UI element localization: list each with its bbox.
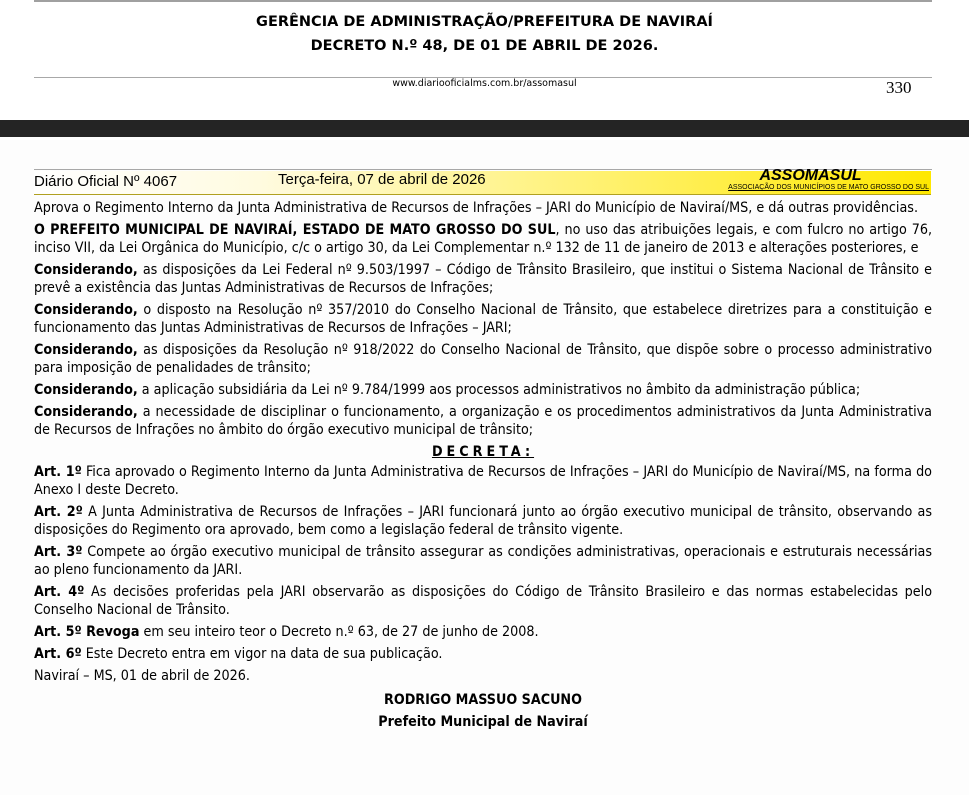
current-page xyxy=(0,137,969,795)
assomasul-logo xyxy=(728,168,929,192)
previous-page xyxy=(0,0,969,120)
considerando-label: Considerando, xyxy=(34,382,138,398)
journal-header xyxy=(34,167,931,195)
article-text: em seu inteiro teor o Decreto n.º 63, de 27 de junho de 2008. xyxy=(139,624,539,640)
preamble xyxy=(34,221,932,257)
considerando-label: Considerando, xyxy=(34,404,138,420)
article-label: Art. 6º xyxy=(34,646,82,662)
preamble-bold: O PREFEITO MUNICIPAL DE NAVIRAÍ, ESTADO DE MATO GROSSO DO SUL xyxy=(34,222,556,238)
article-text: Fica aprovado o Regimento Interno da Junta Administrativa de Recursos de Infrações – JARI do Município de Naviraí/MS, na forma do Anexo I deste Decreto. xyxy=(34,464,932,498)
considerando-text: a necessidade de disciplinar o funcionamento, a organização e os procedimentos administrativos da Junta Administrativa de Recursos de Infrações no âmbito do órgão executivo municipal de trânsito; xyxy=(34,404,932,438)
article xyxy=(34,583,932,619)
article-text: Este Decreto entra em vigor na data de sua publicação. xyxy=(81,646,443,662)
article xyxy=(34,623,932,641)
article-text: Compete ao órgão executivo municipal de trânsito assegurar as condições administrativas, operacionais e estruturais necessárias ao pleno funcionamento da JARI. xyxy=(34,544,932,578)
article xyxy=(34,463,932,499)
article xyxy=(34,543,932,579)
heading-department: GERÊNCIA DE ADMINISTRAÇÃO/PREFEITURA DE NAVIRAÍ xyxy=(256,14,713,30)
decree-body xyxy=(34,199,932,735)
considerando-text: as disposições da Resolução nº 918/2022 do Conselho Nacional de Trânsito, que dispõe sobre o processo administrativo para imposição de penalidades de trânsito; xyxy=(34,342,932,376)
article-bold-keyword: Revoga xyxy=(81,624,140,640)
article-label: Art. 1º xyxy=(34,464,82,480)
heading-decree: DECRETO N.º 48, DE 01 DE ABRIL DE 2026. xyxy=(310,38,659,54)
place-date: Naviraí – MS, 01 de abril de 2026. xyxy=(34,668,250,684)
considerando-label: Considerando, xyxy=(34,342,138,358)
preamble-text: , no uso das atribuições legais, e com fulcro no artigo 76, inciso VII, da Lei Orgânica do Município, c/c o artigo 30, da Lei Complementar n.º 132 de 11 de janeiro de 2013 e alterações posteriores, e xyxy=(34,222,932,256)
considerando-label: Considerando, xyxy=(34,302,138,318)
signatory-title: Prefeito Municipal de Naviraí xyxy=(378,714,588,730)
considerando-text: as disposições da Lei Federal nº 9.503/1997 – Código de Trânsito Brasileiro, que institui o Sistema Nacional de Trânsito e prevê a existência das Juntas Administrativas de Recursos de Infrações; xyxy=(34,262,932,296)
edition-number: Diário Oficial Nº 4067 xyxy=(34,173,178,190)
considerando xyxy=(34,381,932,399)
article-label: Art. 5º xyxy=(34,624,82,640)
considerando xyxy=(34,403,932,439)
signatory-name: RODRIGO MASSUO SACUNO xyxy=(384,692,582,708)
considerando xyxy=(34,261,932,297)
article-label: Art. 4º xyxy=(34,584,85,600)
brand-subtitle: ASSOCIAÇÃO DOS MUNICÍPIOS DE MATO GROSSO DO SUL xyxy=(728,184,929,191)
article-label: Art. 3º xyxy=(34,544,83,560)
article-text: As decisões proferidas pela JARI observarão as disposições do Código de Trânsito Brasileiro e das normas estabelecidas pelo Conselho Nacional de Trânsito. xyxy=(34,584,932,618)
page-separator xyxy=(0,120,969,137)
decreta-heading: DECRETA: xyxy=(431,444,535,460)
considerando-text: o disposto na Resolução nº 357/2010 do Conselho Nacional de Trânsito, que estabelece diretrizes para a constituição e funcionamento das Juntas Administrativas de Recursos de Infrações – JARI; xyxy=(34,302,932,336)
article-text: A Junta Administrativa de Recursos de Infrações – JARI funcionará junto ao órgão executivo municipal de trânsito, observando as disposições do Regimento ora aprovado, bem como a legislação federal de trânsito vigente. xyxy=(34,504,932,538)
article xyxy=(34,503,932,539)
page-top-rule xyxy=(34,0,932,2)
article xyxy=(34,645,932,663)
considerando xyxy=(34,301,932,337)
considerando xyxy=(34,341,932,377)
edition-date: Terça-feira, 07 de abril de 2026 xyxy=(278,171,486,188)
considerando-label: Considerando, xyxy=(34,262,138,278)
brand-name: ASSOMASUL xyxy=(759,167,862,184)
ementa: Aprova o Regimento Interno da Junta Administrativa de Recursos de Infrações – JARI do Município de Naviraí/MS, e dá outras providências. xyxy=(34,200,919,216)
considerando-text: a aplicação subsidiária da Lei nº 9.784/1999 aos processos administrativos no âmbito da administração pública; xyxy=(137,382,861,398)
article-label: Art. 2º xyxy=(34,504,83,520)
page-number: 330 xyxy=(886,78,912,97)
footer-url[interactable]: www.diariooficialms.com.br/assomasul xyxy=(392,78,577,89)
